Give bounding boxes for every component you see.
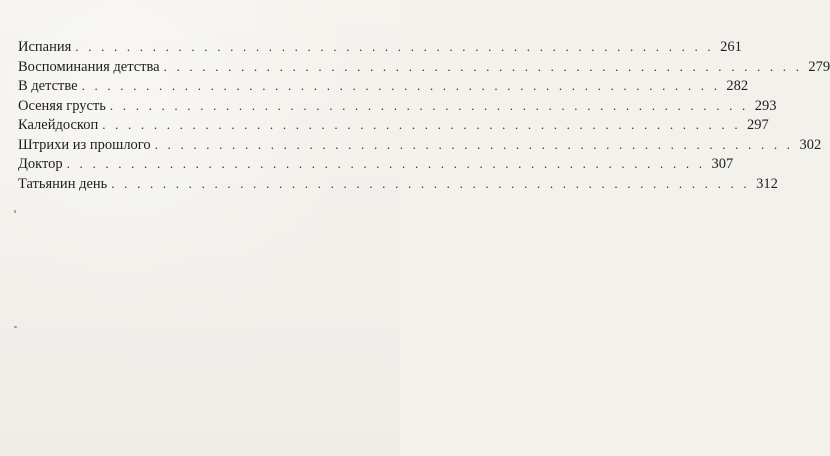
- toc-dot-leader: . . . . . . . . . . . . . . . . . . . . . . . . . . . . . . . . . . . . . . . . . . . . . . . . . .: [154, 136, 794, 152]
- toc-entry-page-number: 282: [726, 78, 749, 94]
- toc-entry: [18, 174, 778, 194]
- paper-speck: [14, 326, 17, 328]
- toc-entry-page-number: 302: [799, 136, 822, 153]
- toc-entry: [18, 135, 822, 155]
- toc-entry: [18, 37, 742, 57]
- toc-dot-leader: . . . . . . . . . . . . . . . . . . . . . . . . . . . . . . . . . . . . . . . . . . . . . . . . . .: [66, 156, 706, 171]
- toc-entry-title: Татьянин день: [18, 175, 108, 192]
- toc-entry-page-number: 261: [720, 39, 742, 55]
- toc-entry-title: Доктор: [18, 156, 63, 172]
- toc-dot-leader: . . . . . . . . . . . . . . . . . . . . . . . . . . . . . . . . . . . . . . . . . . . . . . . . . .: [109, 97, 749, 113]
- toc-dot-leader: . . . . . . . . . . . . . . . . . . . . . . . . . . . . . . . . . . . . . . . . . . . . . . . . . .: [163, 58, 803, 74]
- toc-entry-title: Осеняя грусть: [18, 97, 106, 114]
- toc-entry: [18, 96, 777, 116]
- toc-entry-page-number: 312: [756, 175, 778, 192]
- toc-entry-page-number: 293: [754, 97, 777, 114]
- toc-entry-title: Воспоминания детства: [18, 58, 160, 75]
- paper-speck: [14, 210, 16, 213]
- toc-entry-page-number: 279: [808, 58, 830, 75]
- toc-entry-title: Штрихи из прошлого: [18, 136, 151, 153]
- toc-dot-leader: . . . . . . . . . . . . . . . . . . . . . . . . . . . . . . . . . . . . . . . . . . . . . . . . . .: [81, 78, 721, 93]
- toc-dot-leader: . . . . . . . . . . . . . . . . . . . . . . . . . . . . . . . . . . . . . . . . . . . . . . . . . .: [102, 117, 741, 132]
- table-of-contents: [18, 37, 830, 193]
- toc-entry-title: Калейдоскоп: [18, 117, 99, 133]
- toc-entry: [18, 115, 769, 135]
- toc-entry: [18, 57, 830, 77]
- toc-entry-title: В детстве: [18, 78, 78, 94]
- toc-dot-leader: . . . . . . . . . . . . . . . . . . . . . . . . . . . . . . . . . . . . . . . . . . . . . . . . . .: [75, 39, 714, 54]
- toc-entry-page-number: 307: [711, 156, 734, 172]
- toc-entry: [18, 154, 734, 174]
- toc-entry-title: Испания: [18, 39, 72, 55]
- toc-entry-page-number: 297: [747, 117, 769, 133]
- toc-dot-leader: . . . . . . . . . . . . . . . . . . . . . . . . . . . . . . . . . . . . . . . . . . . . . . . . . .: [111, 175, 750, 191]
- toc-entry: [18, 76, 749, 96]
